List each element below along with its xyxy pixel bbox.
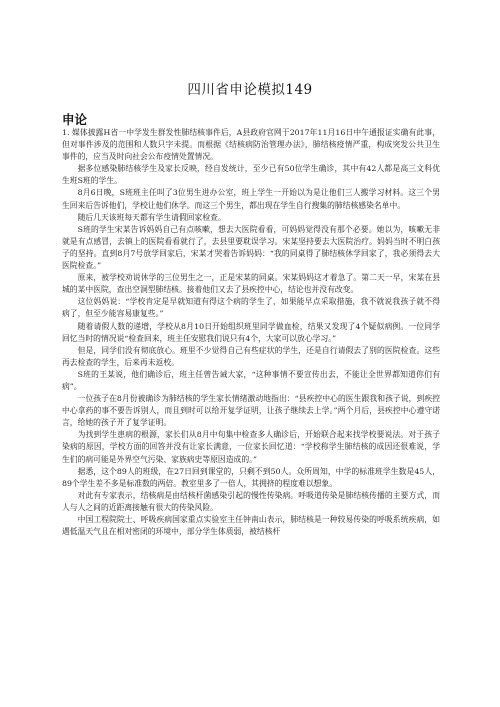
section-heading: 申论	[62, 112, 88, 127]
paragraph: 据多位感染肺结核学生及家长反映，经自发统计，至少已有50位学生确诊，其中有42人都是高三文科优生班S班的学生。	[62, 164, 440, 186]
paragraph: 一位孩子在8月份被确诊为肺结核的学生家长情绪激动地指出：“县疾控中心的医生跟我和孩子说，到疾控中心拿药的事不要告诉别人，而且到时可以给开复学证明，让孩子继续去上学。”两个月后，县疾控中心遵守诺言，给她的孩子开了复学证明。	[62, 394, 440, 428]
paragraph: 这位妈妈说：“学校肯定是早就知道有得这个病的学生了，如果能早点采取措施，我不就说我孩子就不得病了，但至少能容易康复些。”	[62, 297, 440, 319]
paragraph: 原来，被学校劝说休学的三位男生之一，正是宋某的同桌。宋某妈妈这才着急了。第二天一早，宋某在县城的某中医院，查出空洞型肺结核。接着他们又去了县疾控中心，结论也并没有改变。	[62, 273, 440, 295]
paragraph: 8月6日晚，S班班主任叫了3位男生进办公室，班上学生一开始以为是让他们三人搬学习材料。这三个男生回来后告诉他们，学校让他们休学。而这三个男生，都出现在学生自行搜集的肺结核感染名单中。	[62, 188, 440, 210]
paragraph: 随后几天该班每天都有学生请假回家检查。	[77, 212, 226, 222]
paragraph: 为找到学生患病的根源，家长们从8月中旬集中检查多人确诊后，开始联合起来找学校要说法。对于孩子染病的原因，学校方面的回答并没有让家长满意，一位家长回忆道：“学校称学生肺结核的成因还很难说，学生们的病可能是外界空气污染、家族病史等原因造成的。”	[62, 430, 440, 464]
document-body	[62, 127, 440, 538]
document-title: 四川省申论模拟149	[187, 82, 313, 98]
paragraph: 中国工程院院士、呼吸疾病国家重点实验室主任钟南山表示，肺结核是一种较易传染的呼吸系统疾病，如遇低温天气且在相对密闭的环境中，部分学生体质弱，被结核杆	[62, 515, 440, 537]
paragraph: 对此有专家表示，结核病是由结核杆菌感染引起的慢性传染病。呼吸道传染是肺结核传播的主要方式，而人与人之间的近距离接触有很大的传染风险。	[62, 490, 440, 512]
paragraph: 随着请假人数的递增，学校从8月10日开始组织班里同学做血检，结果又发现了4个疑似病例。一位同学回忆当时的情况说“检查回来，班主任安慰我们说只有4个，大家可以放心学习。”	[62, 321, 440, 343]
paragraph: 1. 媒体披露H省一中学发生群发性肺结核事件后，A县政府官网于2017年11月16日中午通报证实确有此事，但对事件涉及的范围和人数只字未提。而根据《结核病防治管理办法》，肺结核疫情严重，构成突发公共卫生事件的，应当及时向社会公布疫情处置情况。	[62, 128, 440, 162]
paragraph: 据悉，这个89人的班级，在27日回到课堂的，只剩不到50人。众所周知，中学的标准班学生数是45人，89个学生差不多是标准数的两倍。教室里多了一倍人，其拥挤的程度难以想象。	[62, 466, 440, 488]
paragraph: 但是，同学们没有彻底放心。班里不少觉得自己有些症状的学生，还是自行请假去了别的医院检查。这些再去检查的学生，后来再未返校。	[62, 345, 440, 367]
paragraph: S班的王某说，他们确诊后，班主任曾告诫大家，“这种事情不要宣传出去，不能让全世界都知道你们有病”。	[62, 369, 440, 391]
paragraph: S班的学生宋某告诉妈妈自己有点咳嗽，想去大医院看看，可妈妈觉得没有那个必要。她以为，咳嗽无非就是有点感冒，去镇上的医院看看就行了，去县里要耽误学习。宋某坚持要去大医院治疗。妈妈当时不明白孩子的坚持。直到8月7号放学回家后，宋某才哭着告诉妈妈：“我的同桌得了肺结核休学回家了，我必须得去大医院检查。”	[62, 224, 440, 271]
